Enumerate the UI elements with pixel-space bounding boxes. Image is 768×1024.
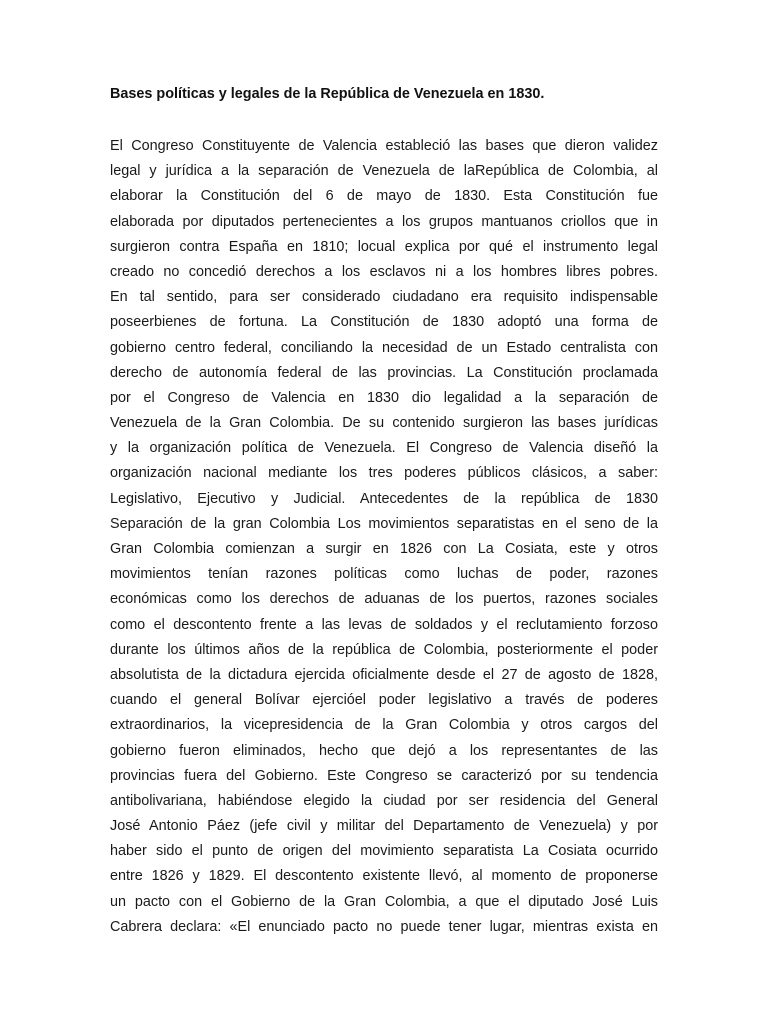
document-title: Bases políticas y legales de la República de Venezuela en 1830. <box>110 86 545 102</box>
body-line: surgieron contra España en 1810; locual explica por qué el instrumento legal <box>110 238 658 255</box>
body-line: elaborada por diputados pertenecientes a los grupos mantuanos criollos que in <box>110 213 658 230</box>
body-line: extraordinarios, la vicepresidencia de la Gran Colombia y otros cargos del <box>110 717 658 734</box>
body-line: organización nacional mediante los tres poderes públicos clásicos, a saber: <box>110 465 658 482</box>
body-line: gobierno centro federal, conciliando la necesidad de un Estado centralista con <box>110 339 658 356</box>
body-line: antibolivariana, habiéndose elegido la ciudad por ser residencia del General <box>110 792 658 809</box>
body-line: José Antonio Páez (jefe civil y militar del Departamento de Venezuela) y por <box>110 818 658 835</box>
body-line: económicas como los derechos de aduanas de los puertos, razones sociales <box>110 591 658 608</box>
body-line: entre 1826 y 1829. El descontento existente llevó, al momento de proponerse <box>110 868 658 885</box>
body-line: El Congreso Constituyente de Valencia estableció las bases que dieron validez <box>110 138 658 154</box>
body-line: Venezuela de la Gran Colombia. De su contenido surgieron las bases jurídicas <box>110 415 658 432</box>
body-line: como el descontento frente a las levas de soldados y el reclutamiento forzoso <box>110 616 658 633</box>
body-line: poseerbienes de fortuna. La Constitución de 1830 adoptó una forma de <box>110 314 658 331</box>
body-line: elaborar la Constitución del 6 de mayo de 1830. Esta Constitución fue <box>110 188 658 205</box>
body-line: y la organización política de Venezuela. El Congreso de Valencia diseñó la <box>110 440 658 457</box>
body-line: Gran Colombia comienzan a surgir en 1826 con La Cosiata, este y otros <box>110 541 658 557</box>
body-line: derecho de autonomía federal de las provincias. La Constitución proclamada <box>110 364 658 381</box>
body-line: Cabrera declara: «El enunciado pacto no puede tener lugar, mientras exista en <box>110 918 658 935</box>
body-line: movimientos tenían razones políticas como luchas de poder, razones <box>110 566 658 583</box>
body-line: durante los últimos años de la república de Colombia, posteriormente el poder <box>110 641 658 658</box>
body-line: cuando el general Bolívar ejercióel poder legislativo a través de poderes <box>110 692 658 709</box>
body-line: Legislativo, Ejecutivo y Judicial. Antecedentes de la república de 1830 <box>110 490 658 507</box>
body-line: provincias fuera del Gobierno. Este Congreso se caracterizó por su tendencia <box>110 767 658 784</box>
body-line: Separación de la gran Colombia Los movimientos separatistas en el seno de la <box>110 515 658 532</box>
body-line: En tal sentido, para ser considerado ciudadano era requisito indispensable <box>110 289 658 306</box>
body-line: legal y jurídica a la separación de Venezuela de laRepública de Colombia, al <box>110 163 658 180</box>
body-line: absolutista de la dictadura ejercida oficialmente desde el 27 de agosto de 1828, <box>110 666 658 683</box>
body-line: haber sido el punto de origen del movimiento separatista La Cosiata ocurrido <box>110 843 658 860</box>
body-line: un pacto con el Gobierno de la Gran Colombia, a que el diputado José Luis <box>110 893 658 910</box>
body-line: creado no concedió derechos a los esclavos ni a los hombres libres pobres. <box>110 263 658 280</box>
document-body <box>110 134 658 940</box>
body-line: gobierno fueron eliminados, hecho que dejó a los representantes de las <box>110 742 658 759</box>
body-line: por el Congreso de Valencia en 1830 dio legalidad a la separación de <box>110 389 658 406</box>
